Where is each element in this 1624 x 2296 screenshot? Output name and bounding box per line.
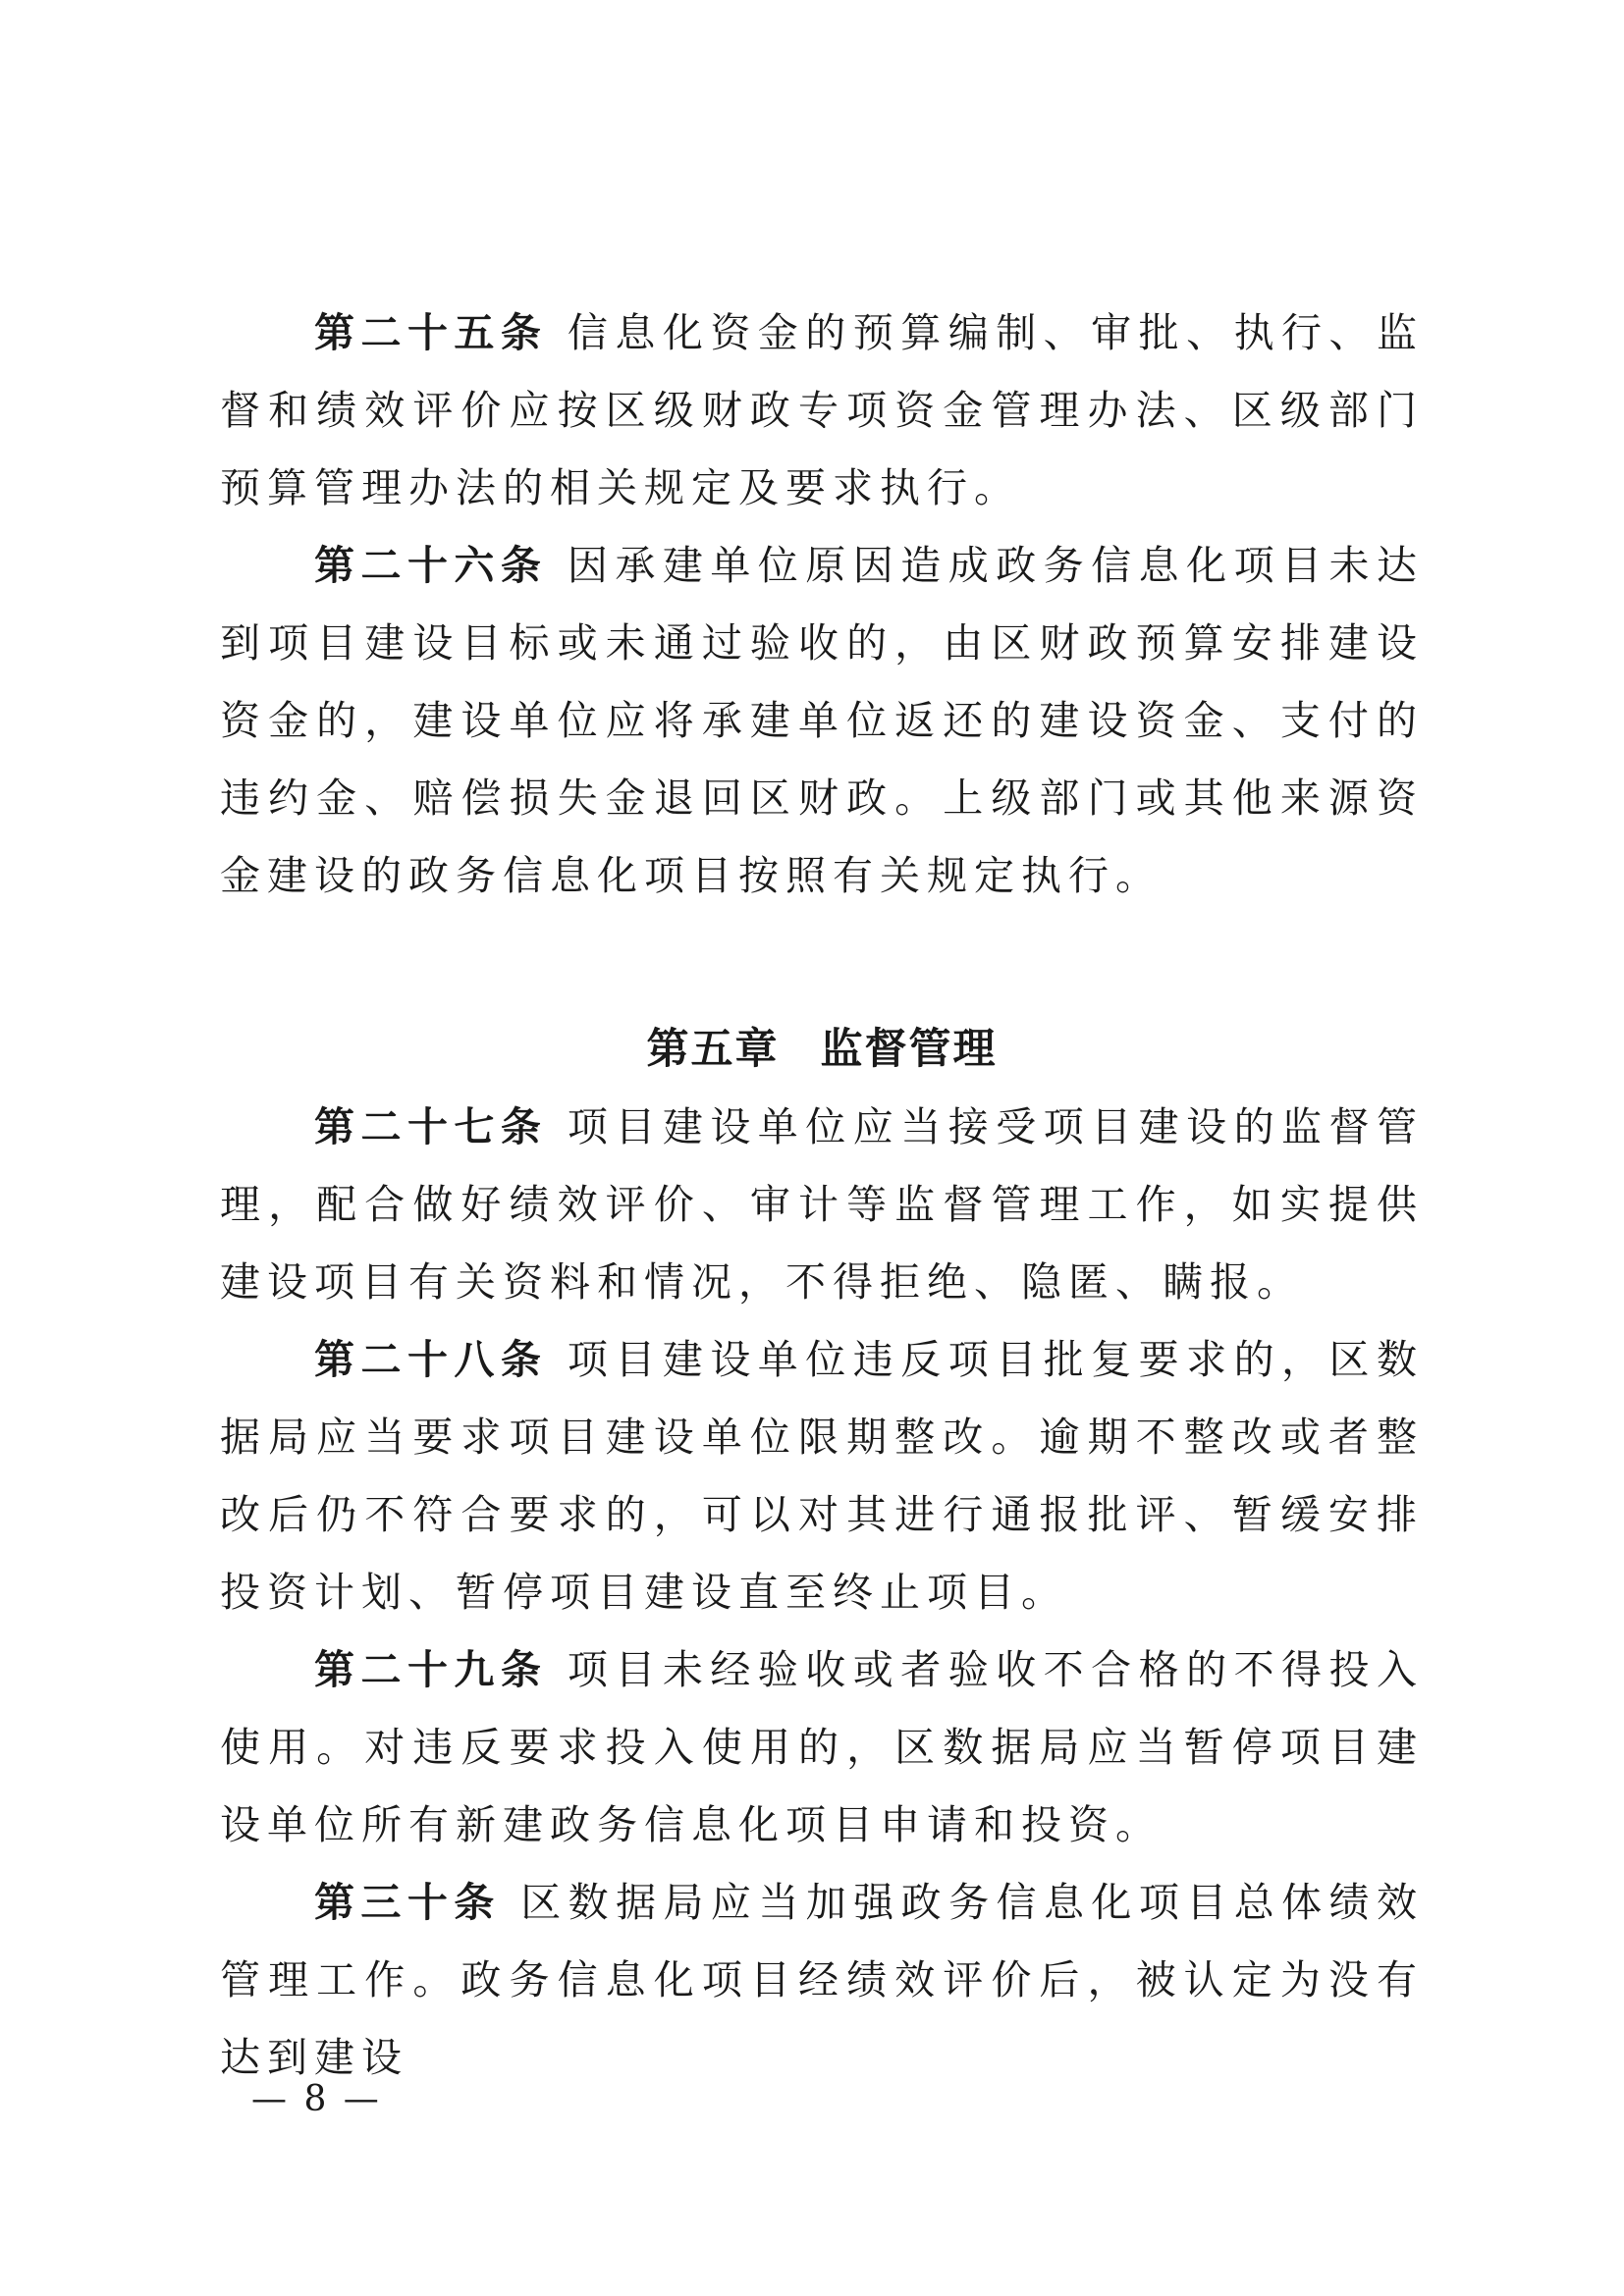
article-25	[220, 294, 1424, 527]
article-text: 项目未经验收或者验收不合格的不得投入使用。对违反要求投入使用的，区数据局应当暂停项目建设单位所有新建政务信息化项目申请和投资。	[220, 1646, 1425, 1848]
article-26	[220, 527, 1424, 915]
article-text: 项目建设单位应当接受项目建设的监督管理，配合做好绩效评价、审计等监督管理工作，如实提供建设项目有关资料和情况，不得拒绝、隐匿、瞒报。	[220, 1103, 1425, 1306]
article-text: 因承建单位原因造成政务信息化项目未达到项目建设目标或未通过验收的，由区财政预算安排建设资金的，建设单位应将承建单位返还的建设资金、支付的违约金、赔偿损失金退回区财政。上级部门或其他来源资金建设的政务信息化项目按照有关规定执行。	[220, 542, 1425, 899]
article-text: 项目建设单位违反项目批复要求的，区数据局应当要求项目建设单位限期整改。逾期不整改或者整改后仍不符合要求的，可以对其进行通报批评、暂缓安排投资计划、暂停项目建设直至终止项目。	[220, 1336, 1425, 1616]
article-label: 第二十七条	[314, 1103, 548, 1150]
chapter-title: 监督管理	[820, 1025, 998, 1074]
article-label: 第二十八条	[314, 1336, 548, 1383]
document-body	[220, 294, 1424, 2097]
page-number: — 8 —	[251, 2079, 382, 2119]
article-label: 第二十六条	[314, 542, 548, 589]
chapter-heading	[220, 1010, 1424, 1089]
article-label: 第二十九条	[314, 1646, 548, 1693]
article-label: 第三十条	[314, 1879, 501, 1926]
chapter-number: 第五章	[646, 1025, 780, 1074]
article-text: 信息化资金的预算编制、审批、执行、监督和绩效评价应按区级财政专项资金管理办法、区级部门预算管理办法的相关规定及要求执行。	[220, 309, 1425, 511]
article-text: 区数据局应当加强政务信息化项目总体绩效管理工作。政务信息化项目经绩效评价后，被认定为没有达到建设	[220, 1879, 1424, 2081]
article-29	[220, 1631, 1424, 1864]
article-label: 第二十五条	[314, 309, 548, 356]
article-30	[220, 1864, 1424, 2097]
article-28	[220, 1321, 1424, 1631]
article-27	[220, 1089, 1424, 1321]
